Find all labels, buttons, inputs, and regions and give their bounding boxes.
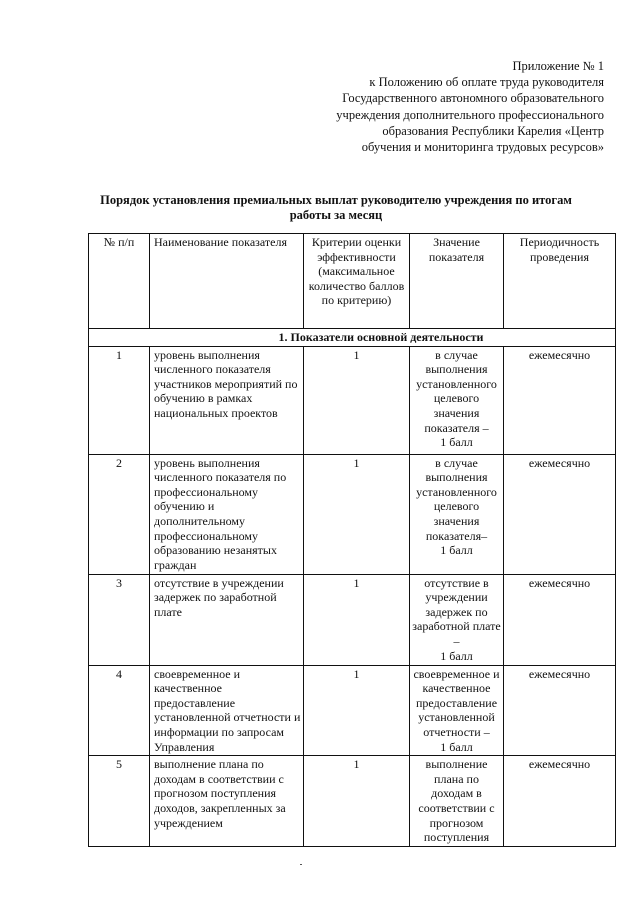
row-value: в случае выполнения установленного целевого значения показателя– 1 балл — [410, 454, 504, 574]
row-period: ежемесячно — [504, 756, 616, 847]
table-row — [89, 346, 616, 454]
indicators-table — [88, 233, 616, 847]
row-criteria: 1 — [304, 574, 410, 665]
row-num: 4 — [89, 665, 150, 756]
table-header-row — [89, 234, 616, 329]
document-title — [70, 193, 602, 222]
row-name: отсутствие в учреждении задержек по заработной плате — [150, 574, 304, 665]
row-period: ежемесячно — [504, 346, 616, 454]
table-row — [89, 756, 616, 847]
document-title-line: работы за месяц — [289, 207, 383, 222]
table-row — [89, 574, 616, 665]
header-criteria: Критерии оценки эффективности (максимальное количество баллов по критерию) — [304, 234, 410, 329]
row-name: своевременное и качественное предоставление установленной отчетности и информации по запросам Управления — [150, 665, 304, 756]
appendix-line: Государственного автономного образовательного — [342, 91, 604, 106]
scan-speck — [300, 864, 302, 865]
row-name: выполнение плана по доходам в соответствии с прогнозом поступления доходов, закрепленных за учреждением — [150, 756, 304, 847]
row-value: выполнение плана по доходам в соответствии с прогнозом поступления — [410, 756, 504, 847]
row-period: ежемесячно — [504, 454, 616, 574]
row-criteria: 1 — [304, 665, 410, 756]
table-row — [89, 665, 616, 756]
header-period: Периодичность проведения — [504, 234, 616, 329]
appendix-header — [284, 58, 604, 155]
document-title-line: Порядок установления премиальных выплат руководителю учреждения по итогам — [100, 193, 572, 207]
appendix-line: обучения и мониторинга трудовых ресурсов» — [361, 140, 604, 155]
header-value: Значение показателя — [410, 234, 504, 329]
row-period: ежемесячно — [504, 574, 616, 665]
row-num: 1 — [89, 346, 150, 454]
row-value: отсутствие в учреждении задержек по заработной плате – 1 балл — [410, 574, 504, 665]
appendix-line: к Положению об оплате труда руководителя — [369, 75, 604, 90]
appendix-line: Приложение № 1 — [512, 59, 604, 73]
appendix-line: учреждения дополнительного профессионального — [336, 107, 604, 122]
row-value: в случае выполнения установленного целевого значения показателя – 1 балл — [410, 346, 504, 454]
row-name: уровень выполнения численного показателя по профессиональному обучению и дополнительному профессиональному образованию незанятых граждан — [150, 454, 304, 574]
row-criteria: 1 — [304, 346, 410, 454]
row-num: 2 — [89, 454, 150, 574]
row-num: 3 — [89, 574, 150, 665]
row-num: 5 — [89, 756, 150, 847]
section-row — [89, 329, 616, 347]
appendix-line: образования Республики Карелия «Центр — [382, 123, 604, 138]
table-row — [89, 454, 616, 574]
header-num: № п/п — [89, 234, 150, 329]
row-criteria: 1 — [304, 756, 410, 847]
section-title: 1. Показатели основной деятельности — [89, 329, 616, 347]
row-name: уровень выполнения численного показателя участников мероприятий по обучению в рамках национальных проектов — [150, 346, 304, 454]
row-value: своевременное и качественное предоставление установленной отчетности – 1 балл — [410, 665, 504, 756]
row-criteria: 1 — [304, 454, 410, 574]
row-period: ежемесячно — [504, 665, 616, 756]
header-name: Наименование показателя — [150, 234, 304, 329]
